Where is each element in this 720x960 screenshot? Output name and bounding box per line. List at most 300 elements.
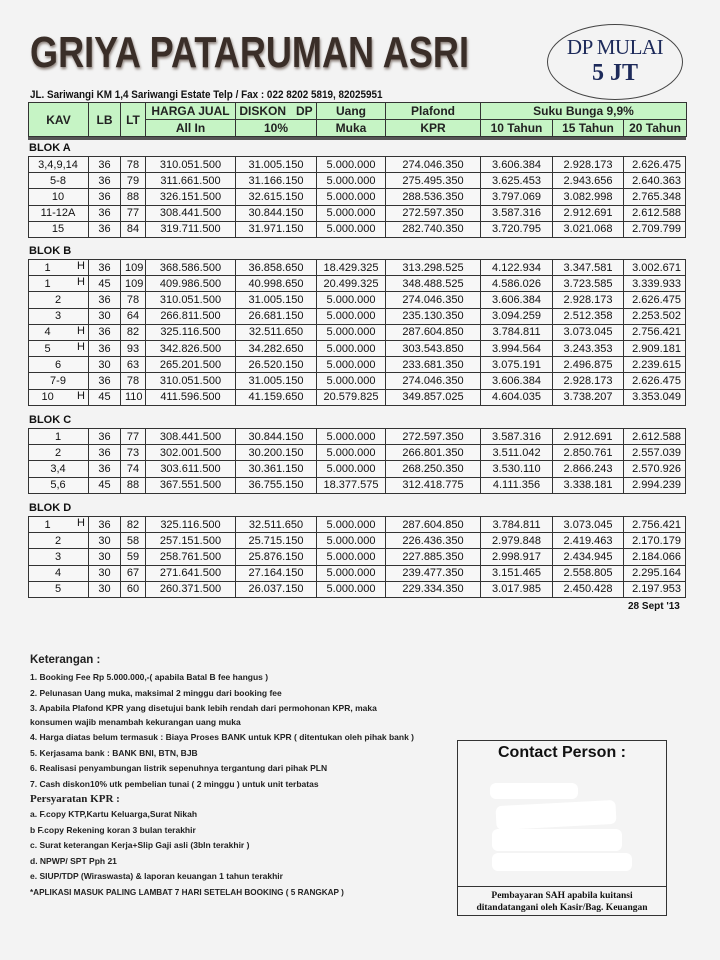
kpr-item: b F.copy Rekening koran 3 bulan terakhir (30, 824, 196, 835)
block-label: BLOK A (29, 142, 71, 154)
block-label: BLOK B (29, 245, 72, 257)
cell-kav (29, 533, 89, 549)
cell-harga: 260.371.500 (146, 581, 236, 597)
table-row (29, 445, 686, 461)
cell-t10: 3.017.985 (481, 581, 553, 597)
cell-kav (29, 157, 89, 173)
cell-harga: 319.711.500 (146, 221, 236, 237)
cell-plafond: 235.130.350 (386, 308, 481, 324)
kav-value: 3,4 (50, 462, 66, 475)
cell-diskon: 31.005.150 (236, 373, 317, 389)
price-table-blok-b (28, 259, 686, 406)
cell-diskon: 40.998.650 (236, 276, 317, 292)
table-row (29, 205, 686, 221)
cell-lt: 60 (121, 581, 146, 597)
cell-lb: 36 (89, 189, 121, 205)
cell-lt: 63 (121, 357, 146, 373)
price-table-blok-a (28, 156, 686, 238)
cell-lb: 30 (89, 581, 121, 597)
cell-uang-muka: 5.000.000 (317, 461, 386, 477)
cell-lb: 36 (89, 340, 121, 356)
cell-uang-muka: 5.000.000 (317, 308, 386, 324)
kav-value: 2 (54, 534, 62, 547)
cell-lt: 58 (121, 533, 146, 549)
cell-t10: 3.587.316 (481, 205, 553, 221)
cell-diskon: 26.681.150 (236, 308, 317, 324)
cell-lb: 36 (89, 429, 121, 445)
table-row (29, 276, 686, 292)
cell-t15: 2.850.761 (553, 445, 624, 461)
cell-t10: 3.625.453 (481, 173, 553, 189)
cell-harga: 310.051.500 (146, 373, 236, 389)
address-line: JL. Sariwangi KM 1,4 Sariwangi Estate Telp / Fax : 022 8202 5819, 82025951 (30, 89, 383, 101)
cell-lb: 36 (89, 157, 121, 173)
kav-value: 1 (44, 518, 51, 531)
note-item: 3. Apabila Plafond KPR yang disetujui bank lebih rendah dari permohonan KPR, maka (30, 703, 377, 713)
cell-kav (29, 373, 89, 389)
cell-kav (29, 549, 89, 565)
cell-kav (29, 477, 89, 493)
cell-t20: 2.170.179 (624, 533, 686, 549)
table-row (29, 357, 686, 373)
cell-t20: 2.295.164 (624, 565, 686, 581)
cell-lt: 88 (121, 189, 146, 205)
cell-lb: 45 (89, 276, 121, 292)
cell-t15: 2.434.945 (553, 549, 624, 565)
cell-lb: 36 (89, 324, 121, 340)
cell-diskon: 26.520.150 (236, 357, 317, 373)
cell-plafond: 272.597.350 (386, 205, 481, 221)
redacted-contact-info (495, 800, 616, 830)
cell-harga: 308.441.500 (146, 205, 236, 221)
cell-harga: 367.551.500 (146, 477, 236, 493)
cell-uang-muka: 5.000.000 (317, 157, 386, 173)
cell-t20: 2.909.181 (624, 340, 686, 356)
cell-t10: 3.994.564 (481, 340, 553, 356)
cell-harga: 325.116.500 (146, 517, 236, 533)
cell-lt: 84 (121, 221, 146, 237)
cell-t10: 3.784.811 (481, 324, 553, 340)
cell-t15: 2.419.463 (553, 533, 624, 549)
cell-t10: 3.720.795 (481, 221, 553, 237)
cell-kav (29, 389, 89, 405)
kav-value: 10 (51, 190, 65, 203)
cell-uang-muka: 5.000.000 (317, 565, 386, 581)
cell-t15: 2.912.691 (553, 429, 624, 445)
cell-lt: 109 (121, 276, 146, 292)
cell-kav (29, 173, 89, 189)
cell-plafond: 239.477.350 (386, 565, 481, 581)
note-item: 1. Booking Fee Rp 5.000.000,-( apabila Batal B fee hangus ) (30, 672, 269, 682)
cell-plafond: 312.418.775 (386, 477, 481, 493)
cell-kav (29, 429, 89, 445)
cell-plafond: 288.536.350 (386, 189, 481, 205)
note-item: 4. Harga diatas belum termasuk : Biaya Proses BANK untuk KPR ( ditentukan oleh pihak bank ) (30, 732, 415, 742)
cell-uang-muka: 5.000.000 (317, 429, 386, 445)
cell-harga: 325.116.500 (146, 324, 236, 340)
table-row (29, 189, 686, 205)
cell-t15: 2.866.243 (553, 461, 624, 477)
cell-lb: 30 (89, 533, 121, 549)
cell-uang-muka: 5.000.000 (317, 373, 386, 389)
cell-t20: 3.353.049 (624, 389, 686, 405)
cell-harga: 326.151.500 (146, 189, 236, 205)
hook-marker: H (77, 389, 85, 402)
cell-t15: 2.912.691 (553, 205, 624, 221)
cell-plafond: 274.046.350 (386, 157, 481, 173)
cell-lt: 82 (121, 324, 146, 340)
cell-t15: 3.021.068 (553, 221, 624, 237)
table-row (29, 549, 686, 565)
cell-uang-muka: 5.000.000 (317, 340, 386, 356)
cell-lb: 36 (89, 292, 121, 308)
notes-section (30, 654, 450, 900)
cell-plafond: 282.740.350 (386, 221, 481, 237)
cell-plafond: 313.298.525 (386, 260, 481, 276)
cell-uang-muka: 5.000.000 (317, 581, 386, 597)
table-row (29, 340, 686, 356)
cell-t15: 3.082.998 (553, 189, 624, 205)
price-table-blok-d (28, 516, 686, 598)
cell-diskon: 30.844.150 (236, 429, 317, 445)
cell-kav (29, 221, 89, 237)
kav-value: 3 (54, 310, 62, 323)
cell-lt: 59 (121, 549, 146, 565)
note-item: 5. Kerjasama bank : BANK BNI, BTN, BJB (30, 747, 198, 758)
cell-harga: 311.661.500 (146, 173, 236, 189)
cell-harga: 266.811.500 (146, 308, 236, 324)
cell-kav (29, 340, 89, 356)
redacted-contact-info (492, 829, 622, 851)
cell-t10: 4.604.035 (481, 389, 553, 405)
cell-lt: 64 (121, 308, 146, 324)
cell-t15: 2.558.805 (553, 565, 624, 581)
cell-uang-muka: 5.000.000 (317, 292, 386, 308)
cell-plafond: 272.597.350 (386, 429, 481, 445)
cell-uang-muka: 18.377.575 (317, 477, 386, 493)
block-label: BLOK C (29, 414, 72, 426)
cell-uang-muka: 5.000.000 (317, 533, 386, 549)
block-label: BLOK D (29, 502, 72, 514)
cell-lb: 30 (89, 549, 121, 565)
cell-t10: 3.587.316 (481, 429, 553, 445)
col-lb: LB (89, 103, 121, 137)
cell-t15: 3.347.581 (553, 260, 624, 276)
col-uang: Uang (317, 103, 386, 120)
cell-uang-muka: 5.000.000 (317, 517, 386, 533)
cell-lt: 78 (121, 292, 146, 308)
cell-harga: 258.761.500 (146, 549, 236, 565)
table-row (29, 517, 686, 533)
cell-t10: 3.511.042 (481, 445, 553, 461)
cell-t10: 3.094.259 (481, 308, 553, 324)
cell-t10: 3.606.384 (481, 157, 553, 173)
cell-plafond: 349.857.025 (386, 389, 481, 405)
cell-t10: 3.075.191 (481, 357, 553, 373)
kav-value: 2 (54, 446, 62, 459)
col-kav: KAV (29, 103, 89, 137)
table-row (29, 173, 686, 189)
cell-plafond: 233.681.350 (386, 357, 481, 373)
cell-t15: 3.738.207 (553, 389, 624, 405)
cell-t10: 3.784.811 (481, 517, 553, 533)
kav-value: 3,4,9,14 (38, 158, 78, 171)
hook-marker: H (77, 260, 85, 272)
cell-kav (29, 292, 89, 308)
cell-t15: 2.928.173 (553, 157, 624, 173)
cell-harga: 257.151.500 (146, 533, 236, 549)
cell-t10: 2.998.917 (481, 549, 553, 565)
cell-lt: 110 (121, 389, 146, 405)
cell-lb: 30 (89, 565, 121, 581)
col-harga-sub: All In (146, 120, 236, 137)
cell-lb: 36 (89, 461, 121, 477)
table-row (29, 389, 686, 405)
cell-kav (29, 565, 89, 581)
cell-uang-muka: 20.499.325 (317, 276, 386, 292)
cell-t15: 2.450.428 (553, 581, 624, 597)
badge-line1: DP MULAI (566, 35, 664, 59)
cell-t20: 2.756.421 (624, 324, 686, 340)
cell-diskon: 31.005.150 (236, 292, 317, 308)
table-row (29, 292, 686, 308)
col-lt: LT (121, 103, 146, 137)
col-10-tahun: 10 Tahun (481, 120, 553, 137)
cell-lt: 88 (121, 477, 146, 493)
cell-t10: 3.797.069 (481, 189, 553, 205)
notes-heading: Keterangan : (30, 654, 101, 666)
cell-diskon: 31.166.150 (236, 173, 317, 189)
contact-box (457, 740, 667, 887)
note-item: 6. Realisasi penyambungan listrik sepenuhnya tergantung dari pihak PLN (30, 763, 328, 773)
table-row (29, 324, 686, 340)
cell-uang-muka: 5.000.000 (317, 189, 386, 205)
kav-value: 10 (41, 391, 54, 404)
cell-t20: 2.557.039 (624, 445, 686, 461)
cell-lb: 36 (89, 517, 121, 533)
kav-value: 5,6 (50, 479, 66, 492)
redacted-contact-info (490, 783, 578, 799)
kpr-item: d. NPWP/ SPT Pph 21 (30, 855, 117, 866)
cell-lb: 36 (89, 445, 121, 461)
cell-t20: 2.612.588 (624, 205, 686, 221)
payment-note-line2: ditandatangani oleh Kasir/Bag. Keuangan (476, 903, 648, 913)
cell-kav (29, 461, 89, 477)
cell-diskon: 30.200.150 (236, 445, 317, 461)
cell-lt: 77 (121, 429, 146, 445)
cell-diskon: 32.615.150 (236, 189, 317, 205)
table-row (29, 157, 686, 173)
cell-lt: 67 (121, 565, 146, 581)
cell-lt: 93 (121, 340, 146, 356)
cell-t10: 4.122.934 (481, 260, 553, 276)
cell-t10: 3.606.384 (481, 292, 553, 308)
table-row (29, 565, 686, 581)
cell-t15: 3.243.353 (553, 340, 624, 356)
kav-value: 5 (44, 342, 51, 355)
payment-note (457, 886, 667, 916)
cell-t20: 2.253.502 (624, 308, 686, 324)
kav-value: 2 (54, 293, 62, 306)
col-diskon-sub: 10% (236, 120, 317, 137)
cell-diskon: 32.511.650 (236, 517, 317, 533)
kav-value: 11-12A (40, 207, 76, 220)
cell-lb: 45 (89, 477, 121, 493)
kav-value: 15 (51, 223, 65, 236)
price-table-blok-c (28, 428, 686, 494)
kav-value: 6 (54, 358, 62, 371)
table-row (29, 581, 686, 597)
note-item: 2. Pelunasan Uang muka, maksimal 2 minggu dari booking fee (30, 687, 282, 698)
table-row (29, 373, 686, 389)
cell-kav (29, 308, 89, 324)
col-plafond: Plafond (386, 103, 481, 120)
cell-harga: 303.611.500 (146, 461, 236, 477)
cell-plafond: 287.604.850 (386, 517, 481, 533)
cell-lb: 36 (89, 173, 121, 189)
cell-t20: 2.709.799 (624, 221, 686, 237)
cell-t20: 2.640.363 (624, 173, 686, 189)
cell-plafond: 274.046.350 (386, 292, 481, 308)
cell-lb: 36 (89, 373, 121, 389)
cell-t15: 3.723.585 (553, 276, 624, 292)
kav-value: 4 (44, 326, 51, 339)
cell-diskon: 31.005.150 (236, 157, 317, 173)
cell-t20: 2.994.239 (624, 477, 686, 493)
cell-uang-muka: 5.000.000 (317, 445, 386, 461)
cell-diskon: 30.361.150 (236, 461, 317, 477)
cell-diskon: 30.844.150 (236, 205, 317, 221)
cell-diskon: 32.511.650 (236, 324, 317, 340)
cell-diskon: 36.755.150 (236, 477, 317, 493)
kpr-heading: Persyaratan KPR : (30, 793, 120, 805)
table-row (29, 260, 686, 276)
cell-t20: 2.626.475 (624, 373, 686, 389)
cell-plafond: 268.250.350 (386, 461, 481, 477)
cell-lb: 30 (89, 357, 121, 373)
cell-t15: 2.928.173 (553, 292, 624, 308)
cell-uang-muka: 18.429.325 (317, 260, 386, 276)
cell-lt: 77 (121, 205, 146, 221)
kpr-item: c. Surat keterangan Kerja+Slip Gaji asli (3bln terakhir ) (30, 840, 250, 850)
cell-harga: 342.826.500 (146, 340, 236, 356)
cell-lt: 78 (121, 157, 146, 173)
col-uang-sub: Muka (317, 120, 386, 137)
dp-badge (547, 24, 683, 100)
hook-marker: H (77, 517, 85, 529)
price-date: 28 Sept '13 (628, 601, 680, 612)
kav-value: 5-8 (50, 174, 66, 187)
cell-t10: 3.606.384 (481, 373, 553, 389)
cell-plafond: 227.885.350 (386, 549, 481, 565)
cell-lt: 74 (121, 461, 146, 477)
col-suku-bunga: Suku Bunga 9,9% (481, 103, 687, 120)
cell-diskon: 25.876.150 (236, 549, 317, 565)
cell-kav (29, 189, 89, 205)
cell-t20: 2.612.588 (624, 429, 686, 445)
table-row (29, 461, 686, 477)
cell-harga: 310.051.500 (146, 292, 236, 308)
kav-value: 1 (44, 261, 51, 274)
cell-plafond: 226.436.350 (386, 533, 481, 549)
col-15-tahun: 15 Tahun (553, 120, 624, 137)
cell-uang-muka: 5.000.000 (317, 357, 386, 373)
cell-t15: 2.496.875 (553, 357, 624, 373)
cell-lb: 45 (89, 389, 121, 405)
col-20-tahun: 20 Tahun (624, 120, 687, 137)
cell-t10: 3.151.465 (481, 565, 553, 581)
cell-t15: 3.338.181 (553, 477, 624, 493)
cell-lt: 79 (121, 173, 146, 189)
cell-plafond: 303.543.850 (386, 340, 481, 356)
cell-diskon: 41.159.650 (236, 389, 317, 405)
table-row (29, 429, 686, 445)
cell-lb: 30 (89, 308, 121, 324)
cell-harga: 265.201.500 (146, 357, 236, 373)
cell-t10: 4.586.026 (481, 276, 553, 292)
hook-marker: H (77, 340, 85, 353)
cell-diskon: 36.858.650 (236, 260, 317, 276)
cell-lt: 109 (121, 260, 146, 276)
col-plafond-sub: KPR (386, 120, 481, 137)
cell-diskon: 34.282.650 (236, 340, 317, 356)
cell-plafond: 287.604.850 (386, 324, 481, 340)
cell-diskon: 31.971.150 (236, 221, 317, 237)
cell-lb: 36 (89, 260, 121, 276)
cell-harga: 411.596.500 (146, 389, 236, 405)
cell-harga: 310.051.500 (146, 157, 236, 173)
badge-line2: 5 JT (591, 60, 638, 86)
price-table-header (28, 102, 687, 137)
cell-t20: 2.765.348 (624, 189, 686, 205)
cell-lb: 36 (89, 205, 121, 221)
cell-kav (29, 324, 89, 340)
contact-title: Contact Person : (497, 744, 626, 761)
cell-plafond: 266.801.350 (386, 445, 481, 461)
cell-t10: 4.111.356 (481, 477, 553, 493)
cell-lt: 82 (121, 517, 146, 533)
kpr-item: e. SIUP/TDP (Wiraswasta) & laporan keuangan 1 tahun terakhir (30, 871, 283, 881)
cell-plafond: 229.334.350 (386, 581, 481, 597)
cell-t15: 3.073.045 (553, 324, 624, 340)
cell-kav (29, 276, 89, 292)
cell-uang-muka: 5.000.000 (317, 549, 386, 565)
kav-value: 7-9 (50, 374, 66, 387)
cell-uang-muka: 20.579.825 (317, 389, 386, 405)
table-row (29, 477, 686, 493)
cell-t20: 2.756.421 (624, 517, 686, 533)
cell-t20: 3.002.671 (624, 260, 686, 276)
cell-harga: 271.641.500 (146, 565, 236, 581)
cell-diskon: 26.037.150 (236, 581, 317, 597)
kav-value: 5 (54, 583, 62, 596)
table-row (29, 533, 686, 549)
cell-uang-muka: 5.000.000 (317, 221, 386, 237)
cell-harga: 409.986.500 (146, 276, 236, 292)
cell-uang-muka: 5.000.000 (317, 324, 386, 340)
cell-kav (29, 445, 89, 461)
col-diskon: DISKON DP (236, 103, 317, 120)
cell-t10: 2.979.848 (481, 533, 553, 549)
note-item: 7. Cash diskon10% utk pembelian tunai ( 2 minggu ) untuk unit terbatas (30, 778, 319, 789)
note-item: konsumen wajib menambah kekurangan uang muka (30, 716, 241, 727)
cell-kav (29, 517, 89, 533)
table-row (29, 308, 686, 324)
cell-diskon: 27.164.150 (236, 565, 317, 581)
table-row (29, 221, 686, 237)
kav-value: 1 (44, 277, 51, 290)
cell-t15: 3.073.045 (553, 517, 624, 533)
